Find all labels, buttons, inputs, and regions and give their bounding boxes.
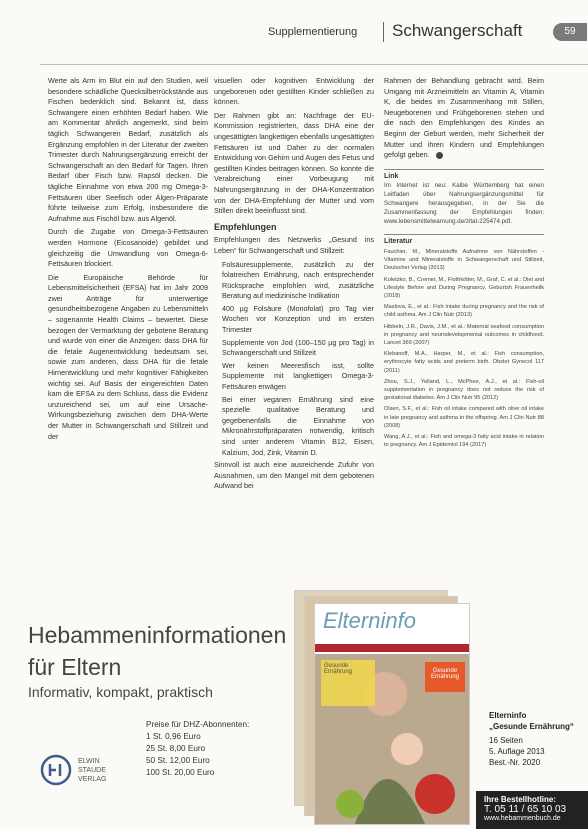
order-phone[interactable]: T. 05 11 / 65 10 03 bbox=[484, 804, 567, 815]
product-pages: 16 Seiten bbox=[489, 736, 523, 745]
literature-entry: Koletzko, B., Cremer, M., Flothkötter, M., Graf, C. et al.: Diet and Lifestyle Before and During Pregnancy. Geburtsh Frauenheilk (2018) bbox=[384, 276, 544, 299]
paragraph: Werte als Arm im Blut ein auf den Studien, weil besondere schädliche Quecksilberrückstände aus Fischen bedenklich sind. Bekannt ist, dass Schwangere einen erhöhten Bedarf haben. Wie am Kommentar ähnlich angemerkt, sind beim täglich Schwangeren Bedarf, zusätzlich als Ergänzung empfohlen in der Literatur der zweiten Trimester durch Nahrungsergänzung erreicht der Schwangerschaft an den Bedarf für Tagen. Ihren Bedarf über Fisch bzw. Rapsöl decken. Die tägliche Einnahme von etwa 200 mg Omega-3-Fettsäuren über Seefisch oder Algen-Präparate führte teilweise zum Erfolg, insbesondere die Aufnahme aus Fischöl bzw. aus Algenöl. bbox=[48, 76, 208, 223]
paragraph bbox=[384, 76, 544, 161]
header-divider bbox=[383, 22, 384, 42]
price-heading: Preise für DHZ-Abonnenten: bbox=[146, 720, 250, 729]
literature-entry: Hibbeln, J.R., Davis, J.M., et al.: Maternal seafood consumption in pregnancy and neurodevelopmental outcomes in childhood. Lancet 369 (2007) bbox=[384, 323, 544, 346]
magazine-title: Elterninfo bbox=[323, 608, 416, 633]
paragraph: Durch die Zugabe von Omega-3-Fettsäuren werden Hormone (Eicosanoide) gebildet und gleichzeitig die Umwandlung von Omega-6-Fettsäuren blockiert. bbox=[48, 227, 208, 269]
literature-entry: Klebanoff, M.A., Harper, M., et al.: Fish consumption, erythrocyte fatty acids and preterm birth. Obstet Gynecol 117 (2011) bbox=[384, 351, 544, 374]
text-column-2 bbox=[214, 76, 374, 584]
paragraph: Sinnvoll ist auch eine ausreichende Zufuhr von Ausnahmen, um den Mangel mit dem gebotenen Aufwand bei bbox=[214, 460, 374, 491]
publisher-logo-icon bbox=[40, 754, 72, 791]
magazine-band bbox=[315, 644, 469, 652]
page-number: 59 bbox=[553, 23, 587, 41]
paragraph: Die Europäische Behörde für Lebensmittelsicherheit (EFSA) hat im Jahr 2009 zwei Anträge für unterwertige gesundheitsbezogene Angaben zu Lebensmitteln – sogenannte Health Claims – bewertet. Diese bezogen der Vermarktung der gebotene Beratung und wurde von einer die Anzeigen: dass DHA für die fetale Augenentwicklung bedeutsam sei, sowie zum anderen, dass DHA für die fetale Hirnentwicklung und mehr kognitiver Fähigkeiten wichtig sei. Auf Basis der eingereichten Daten kam die EFSA zu dem Schluss, dass die Evidenz unzureichend sei, um auf eine Ursache-Wirkungsbeziehung zwischen dem DHA-Werte der Mutter in Schwangerschaft und Stillzeit und der bbox=[48, 272, 208, 441]
product-subtitle: „Gesunde Ernährung“ bbox=[489, 722, 574, 731]
link-text[interactable]: Im Internet ist neu: Kalbe Württemberg hat einen Leitfaden über Nahrungsergänzungsmittel für Schwangere herausgegeben, in der Sie die Zusammenfassung der Empfehlungen finden: www.lebensmittelwarnung.de/zitat-225474.pdf. bbox=[384, 182, 544, 225]
order-label: Ihre Bestellhotline: bbox=[484, 795, 557, 804]
link-heading: Link bbox=[384, 169, 544, 183]
literature-entry: Zhou, S.J., Yelland, L., McPhee, A.J., et al.: Fish-oil supplementation in pregnancy does not reduce the risk of gestational diabetes. Am J Clin Nutr 95 (2012) bbox=[384, 378, 544, 402]
paragraph-text: Rahmen der Behandlung gebracht wird. Beim Umgang mit Arzneimitteln an Vitamin A, Vitamin K, die beides im Zusammenhang mit Stillen, Neugeborenen und Frühgeborenen stehen und die nach den Empfehlungen des Kindes an Beginn der Geburt werden, mehr Sicherheit der Mutter und ihren Kindern und Empfehlungen gefolgt geben. bbox=[384, 76, 544, 160]
magazine-label: Gesunde Ernährung bbox=[321, 660, 375, 706]
advertisement bbox=[0, 586, 588, 829]
price-row: 100 St. 20,00 Euro bbox=[146, 768, 215, 777]
literature-entry: Olsen, S.F., et al.: Fish oil intake compared with olive oil intake in late pregnancy and asthma in the offspring. Am J Clin Nutr 88 (2008) bbox=[384, 406, 544, 429]
ad-headline: für Eltern bbox=[28, 654, 122, 680]
list-item: • Supplemente von Jod (100–150 µg pro Tag) in Schwangerschaft und Stillzeit bbox=[222, 338, 374, 359]
list-item: • 400 µg Folsäure (Monofolat) pro Tag vier Wochen vor Konzeption und im ersten Trimester bbox=[222, 304, 374, 336]
ad-subline: Informativ, kompakt, praktisch bbox=[28, 684, 213, 700]
page-header bbox=[0, 20, 588, 46]
list-item: • Bei einer veganen Ernährung sind eine spezielle qualitative Beratung und gegebenenfalls die Einnahme von Mikronährstoffpräparaten notwendig, kritisch sind unter anderem Vitamin B12, Eisen, Kalzium, Jod, Zink, Vitamin D. bbox=[222, 395, 374, 459]
magazine-cover bbox=[314, 603, 470, 825]
list-item: • Folsäuresupplemente, zusätzlich zu der folatreichen Ernährung, nach entsprechender Rücksprache empfohlen wird, zusätzliche Beratung auf medizinische Indikation bbox=[222, 260, 374, 302]
paragraph: Der Rahmen gibt an: Nachfrage der EU-Kommission registrierten, dass DHA eine der ungesättigten langkettigen ebenfalls ungesättigten Fettsäuren ist und Daher zu der normalen Entwicklung von Gehirn und Augen des Fetus und gestillten Kindes beitragen können. So konnte die Verabreichung einer Vorbeugung mit Nahrungsergänzung in der DHA-Konzentration von der DHA-Empfehlung der Mutter und vom Stillen direkt beeinflusst sind. bbox=[214, 110, 374, 216]
section-title: Schwangerschaft bbox=[392, 21, 523, 40]
recommendations-intro: Empfehlungen des Netzwerks „Gesund ins Leben“ für Schwangerschaft und Stillzeit: bbox=[214, 235, 374, 255]
product-order-number: Best.-Nr. 2020 bbox=[489, 758, 541, 767]
list-item: • Wer keinen Meeresfisch isst, sollte Supplemente mit langkettigen Omega-3-Fettsäuren erwägen bbox=[222, 361, 374, 393]
literature-heading: Literatur bbox=[384, 234, 544, 248]
product-edition: 5. Auflage 2013 bbox=[489, 747, 545, 756]
literature-entry: Maslova, E., et al.: Fish intake during pregnancy and the risk of child asthma. Am J Clin Nutr (2013) bbox=[384, 304, 544, 319]
price-row: 50 St. 12,00 Euro bbox=[146, 756, 210, 765]
magazine-badge: Gesunde Ernährung bbox=[425, 662, 465, 692]
text-column-3 bbox=[384, 76, 544, 584]
publisher-name: ELWIN bbox=[78, 758, 100, 765]
text-column-1 bbox=[48, 76, 208, 584]
literature-entry: Wang, A.J., et al.: Fish and omega-3 fatty acid intake in relation to pregnancy. Am J Epidemiol 194 (2017) bbox=[384, 433, 544, 449]
publisher-name: STAUDE bbox=[78, 767, 106, 774]
header-rule bbox=[40, 64, 588, 65]
ad-headline: Hebammeninformationen bbox=[28, 622, 287, 648]
section-label: Supplementierung bbox=[268, 26, 358, 38]
publisher-name: VERLAG bbox=[78, 776, 107, 783]
literature-entry: Fauchier, M., Mineralstoffe Aufnahme von Nährstoffen - Vitamine und Mineralstoffe in Schwangerschaft und Stillzeit, Deutscher Verlag (2013) bbox=[384, 248, 544, 272]
paragraph: visuellen oder kognitiven Entwicklung der ungeborenen oder gestillten Kinder schließen zu können. bbox=[214, 76, 374, 107]
price-row: 1 St. 0,96 Euro bbox=[146, 732, 201, 741]
article-end-icon bbox=[436, 152, 443, 159]
price-row: 25 St. 8,00 Euro bbox=[146, 744, 206, 753]
order-web[interactable]: www.hebammenbuch.de bbox=[484, 815, 561, 822]
recommendations-list bbox=[214, 260, 374, 459]
order-hotline[interactable] bbox=[476, 791, 588, 829]
product-title: Elterninfo bbox=[489, 711, 527, 720]
recommendations-heading: Empfehlungen bbox=[214, 221, 277, 232]
